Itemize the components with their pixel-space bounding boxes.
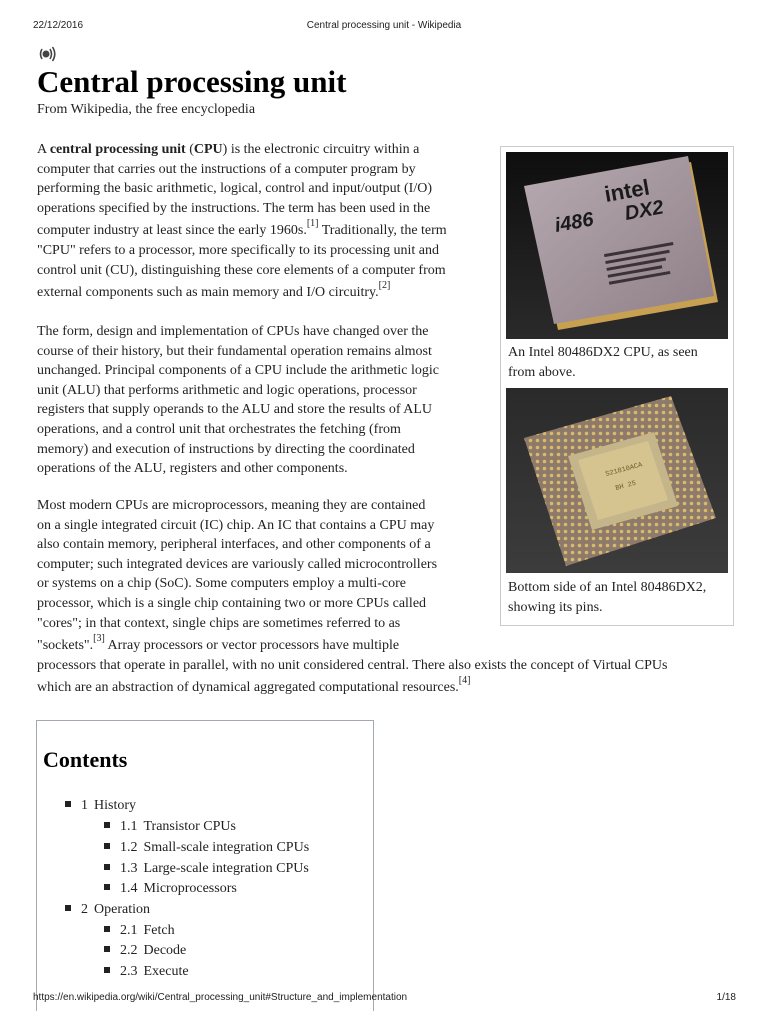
toc-item[interactable]: 1.4 Microprocessors bbox=[104, 881, 237, 897]
cpu-top-image[interactable] bbox=[506, 152, 728, 339]
infobox bbox=[500, 146, 734, 626]
toc-item[interactable]: 1 History bbox=[65, 798, 136, 814]
reference-link[interactable]: [2] bbox=[378, 280, 391, 292]
table-of-contents bbox=[36, 720, 374, 1011]
image-caption: Bottom side of an Intel 80486DX2, showing its pins. bbox=[508, 580, 707, 615]
page-subtitle: From Wikipedia, the free encyclopedia bbox=[37, 102, 256, 117]
toc-item[interactable]: 1.1 Transistor CPUs bbox=[104, 819, 236, 835]
chip-bottom-batch: BH 25 bbox=[614, 479, 638, 493]
bold-abbr: CPU bbox=[193, 142, 223, 157]
reference-link[interactable]: [4] bbox=[458, 675, 471, 687]
speaker-icon[interactable] bbox=[37, 45, 59, 63]
image-caption: An Intel 80486DX2 CPU, as seen from above. bbox=[508, 345, 698, 380]
print-date: 22/12/2016 bbox=[33, 20, 84, 31]
print-title: Central processing unit - Wikipedia bbox=[306, 20, 462, 31]
page-title: Central processing unit bbox=[37, 64, 347, 99]
paragraph-form: The form, design and implementation of CPUs have changed over the course of their history, but their fundamental operation remains almost unchanged. Principal components of a CPU include the arithmetic logic unit (ALU) that performs arithmetic and logic operations, processor registers that supply operands to the ALU and store the results of ALU operations, and a control unit that orchestrates the fetching (from memory) and execution of instructions by directing the coordinated operations of the ALU, registers and other components. bbox=[37, 324, 440, 477]
print-url: https://en.wikipedia.org/wiki/Central_processing_unit#Structure_and_implementation bbox=[33, 992, 408, 1003]
cpu-bottom-image[interactable] bbox=[506, 388, 728, 573]
chip-brand: intel bbox=[602, 174, 652, 207]
toc-item[interactable]: 1.2 Small-scale integration CPUs bbox=[104, 840, 309, 856]
reference-link[interactable]: [3] bbox=[93, 633, 105, 645]
toc-item[interactable]: 2.2 Decode bbox=[104, 943, 186, 959]
paragraph-intro: A central processing unit (CPU) is the electronic circuitry within a computer that carries out the instructions of a computer program by performing the basic arithmetic, logical, control and input/output (I/O) operations specified by the instructions. The term has been used in the computer industry at least since the early 1960s.[1] Traditionally, the term "CPU" refers to a processor, more specifically to its processing unit and control unit (CU), distinguishing these core elements of a computer from external components such as main memory and I/O circuitry.[2] bbox=[37, 142, 447, 301]
toc-item[interactable]: 2.3 Execute bbox=[104, 964, 189, 980]
bold-term: central processing unit bbox=[49, 142, 186, 157]
toc-item[interactable]: 1.3 Large-scale integration CPUs bbox=[104, 861, 309, 877]
paragraph-microprocessors: Most modern CPUs are microprocessors, meaning they are contained on a single integrated circuit (IC) chip. An IC that contains a CPU may also contain memory, peripheral interfaces, and other components of a computer; such integrated devices are variously called microcontrollers or systems on a chip (SoC). Some computers employ a multi-core processor, which is a single chip containing two or more CPUs called "cores"; in that context, single chips are sometimes referred to as "sockets".[3] Array processors or vector processors have multiple processors that operate in parallel, with no unit considered central. There also exists the concept of Virtual CPUs which are an abstraction of dynamical aggregated computational resources.[4] bbox=[37, 498, 668, 696]
page-number: 1/18 bbox=[716, 992, 736, 1003]
toc-item[interactable]: 2.1 Fetch bbox=[104, 923, 175, 939]
toc-title: Contents bbox=[43, 747, 128, 772]
reference-link[interactable]: [1] bbox=[306, 218, 319, 230]
toc-item[interactable]: 2 Operation bbox=[65, 902, 150, 918]
chip-bottom-code: S21810ACA bbox=[604, 461, 644, 479]
chip-model: i486 bbox=[553, 208, 596, 237]
chip-variant: DX2 bbox=[623, 196, 666, 225]
